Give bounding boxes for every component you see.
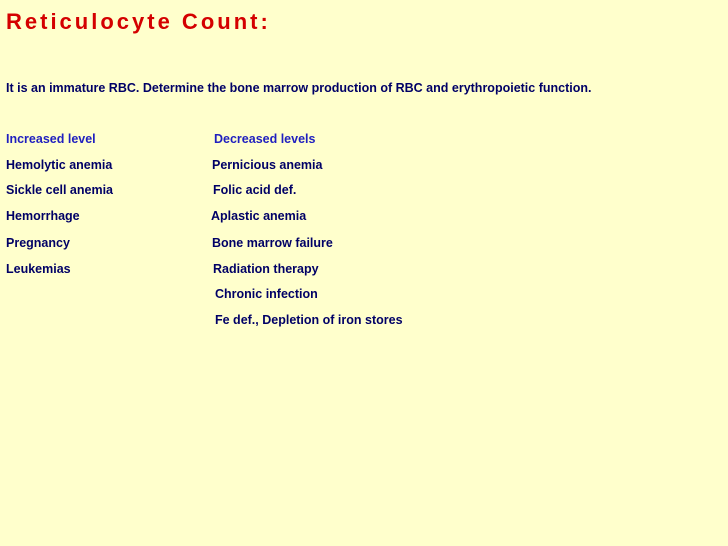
decreased-item: Pernicious anemia (212, 158, 323, 172)
increased-level-heading: Increased level (6, 132, 96, 146)
decreased-levels-heading: Decreased levels (214, 132, 316, 146)
decreased-item: Bone marrow failure (212, 236, 333, 250)
increased-item: Leukemias (6, 262, 71, 276)
decreased-item: Folic acid def. (213, 183, 297, 197)
slide-title: Reticulocyte Count: (6, 9, 271, 34)
decreased-item: Radiation therapy (213, 262, 319, 276)
decreased-item: Aplastic anemia (211, 209, 307, 223)
increased-item: Hemorrhage (6, 209, 80, 223)
decreased-item: Chronic infection (215, 287, 318, 301)
increased-item: Pregnancy (6, 236, 70, 250)
intro-text: It is an immature RBC. Determine the bone marrow production of RBC and erythropoietic function. (6, 81, 592, 95)
decreased-item: Fe def., Depletion of iron stores (215, 313, 403, 327)
increased-item: Hemolytic anemia (6, 158, 113, 172)
increased-item: Sickle cell anemia (6, 183, 114, 197)
